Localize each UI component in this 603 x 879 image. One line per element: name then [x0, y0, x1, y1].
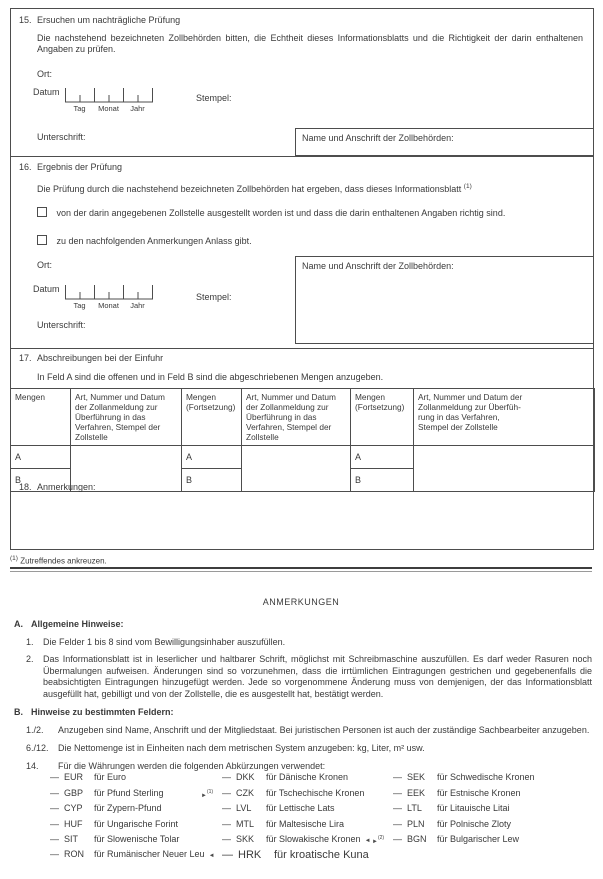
tag-label: Tag: [73, 301, 86, 310]
currency-item: — MTL für Maltesische Lira: [222, 819, 345, 829]
column-header-mengen-fortsetzung: Mengen (Fortsetzung): [351, 389, 414, 446]
ort-label: Ort:: [37, 69, 52, 79]
section-title: Ergebnis der Prüfung: [37, 162, 123, 172]
insertion-start-marker-icon: ►$^{(2)}$: [372, 835, 385, 845]
checkbox-label: von der darin angegebenen Zollstelle ausgestellt worden ist und dass die darin enthaltenen Angaben richtig sind.: [56, 208, 506, 218]
currency-item: — SIT für Slowenische Tolar: [50, 834, 180, 844]
currency-item: — HRK für kroatische Kuna: [222, 849, 369, 861]
unterschrift-label: Unterschrift:: [37, 132, 86, 142]
anmerkungen-heading: ANMERKUNGEN: [262, 597, 340, 607]
currency-item: — DKK für Dänische Kronen: [222, 772, 349, 782]
row-label-b: B: [351, 469, 414, 492]
form-footnote: $^{(1)}$ Zutreffendes ankreuzen.: [10, 555, 107, 566]
section-body-text: Die nachstehend bezeichneten Zollbehörden bitten, die Echtheit dieses Informationsblatts und die Richtigkeit der darin enthaltenen Angaben zu prüfen.: [37, 33, 583, 54]
currency-item: — GBP für Pfund Sterling: [50, 788, 164, 798]
footnote-reference: (1): [463, 183, 472, 190]
item-number: 14.: [26, 761, 39, 771]
anmerkungen-input-area[interactable]: [11, 498, 593, 549]
currency-row: [0, 788, 603, 802]
currency-item: — PLN für Polnische Zloty: [393, 819, 512, 829]
datum-label: Datum: [33, 87, 60, 97]
currency-item: — RON für Rumänischer Neuer Leu ◄: [50, 849, 215, 859]
currency-row: [0, 819, 603, 833]
monat-label: Monat: [98, 301, 119, 310]
currency-row: [0, 834, 603, 848]
note-text: Anzugeben sind Name, Anschrift und der Mitgliedstaat. Bei juristischen Personen ist auch der zuständige Sachbearbeiter anzugeben.: [58, 725, 590, 735]
column-header-zollanmeldung: Art, Nummer und Datum der Zollanmeldung zur Überführung in das Verfahren, Stempel der Zollstelle: [414, 389, 595, 446]
item-number: 2.: [26, 654, 34, 664]
section-a-title: Allgemeine Hinweise:: [31, 619, 124, 629]
date-input-area[interactable]: [33, 87, 153, 114]
item-number: 6./12.: [26, 743, 49, 753]
name-anschrift-label: Name und Anschrift der Zollbehörden:: [302, 261, 454, 271]
footnote-reference: (1): [10, 555, 18, 562]
insertion-end-marker-icon: ◄: [364, 838, 371, 844]
section-15-nachtraegliche-pruefung: [11, 9, 593, 157]
checkbox-label: zu den nachfolgenden Anmerkungen Anlass gibt.: [56, 236, 252, 246]
section-a-letter: A.: [14, 619, 23, 629]
currency-row: [0, 772, 603, 786]
currency-item: ►$^{(1)}$ — CZK für Tschechische Kronen: [201, 788, 365, 799]
section-16-ergebnis-der-pruefung: [11, 156, 593, 349]
option-row: [37, 207, 583, 218]
currency-item: — CYP für Zypern-Pfund: [50, 803, 162, 813]
note-text: Für die Währungen werden die folgenden Abkürzungen verwendet:: [58, 761, 326, 771]
section-number: 15.: [19, 15, 32, 25]
tag-label: Tag: [73, 104, 86, 113]
section-body-text: In Feld A sind die offenen und in Feld B sind die abgeschriebenen Mengen anzugeben.: [37, 372, 384, 382]
insertion-end-marker-icon: ◄: [208, 853, 215, 859]
note-text: Die Nettomenge ist in Einheiten nach dem metrischen System anzugeben: kg, Liter, m² usw.: [58, 743, 425, 753]
unterschrift-label: Unterschrift:: [37, 320, 86, 330]
ort-label: Ort:: [37, 260, 52, 270]
jahr-label: Jahr: [130, 104, 145, 113]
section-number: 16.: [19, 162, 32, 172]
currency-row: [0, 803, 603, 817]
name-anschrift-box[interactable]: [295, 256, 593, 344]
currency-item: — EEK für Estnische Kronen: [393, 788, 521, 798]
column-header-mengen: Mengen: [11, 389, 71, 446]
currency-row: [0, 849, 603, 863]
date-input-area[interactable]: [33, 284, 153, 311]
note-text: Das Informationsblatt ist in leserlicher und haltbarer Schrift, möglichst mit Schreibmaschine auszufüllen. Es darf weder Rasuren noch Übermalungen aufweisen. Änderungen sind so vorzunehmen, dass die irrtümlichen Eintragungen gestrichen und gegebenenfalls die beabsichtigten Eintragungen hinzugefügt werden. Jede so vorgenommene Änderung muss von demjenigen, der das Informationsblatt ausgefüllt hat, gebilligt und von der Zollstelle, die es ausgestellt hat, bestätigt werden.: [43, 654, 592, 699]
section-number: 17.: [19, 353, 32, 363]
section-title: Anmerkungen:: [37, 482, 96, 492]
date-field-ticks[interactable]: [65, 284, 153, 311]
row-label-a: A: [351, 446, 414, 469]
item-number: 1.: [26, 637, 34, 647]
stempel-label: Stempel:: [196, 93, 232, 103]
monat-label: Monat: [98, 104, 119, 113]
name-anschrift-box[interactable]: [295, 128, 593, 156]
customs-form-border: [10, 8, 594, 550]
column-header-mengen-fortsetzung: Mengen (Fortsetzung): [182, 389, 242, 446]
stempel-label: Stempel:: [196, 292, 232, 302]
note-text: Die Felder 1 bis 8 sind vom Bewilligungsinhaber auszufüllen.: [43, 637, 286, 647]
checkbox-zollstelle-richtig[interactable]: [37, 207, 47, 217]
row-label-a: A: [11, 446, 71, 469]
jahr-label: Jahr: [130, 301, 145, 310]
section-number: 18.: [19, 482, 32, 492]
currency-item: — LVL für Lettische Lats: [222, 803, 335, 813]
row-label-a: A: [182, 446, 242, 469]
section-18-anmerkungen: [11, 474, 593, 549]
currency-item: — LTL für Litauische Litai: [393, 803, 510, 813]
datum-label: Datum: [33, 284, 60, 294]
column-header-zollanmeldung: Art, Nummer und Datum der Zollanmeldung zur Überführung in das Verfahren, Stempel der Zollstelle: [242, 389, 351, 446]
option-row: [37, 235, 583, 246]
section-title: Ersuchen um nachträgliche Prüfung: [37, 15, 181, 25]
name-anschrift-label: Name und Anschrift der Zollbehörden:: [302, 133, 454, 143]
section-body-text: Die Prüfung durch die nachstehend bezeichneten Zollbehörden hat ergeben, dass dieses Informationsblatt $^{(1)}$: [37, 183, 472, 194]
separator-rule: [10, 567, 592, 572]
date-ticks-icon: [65, 87, 153, 103]
checkbox-anmerkungen-anlass[interactable]: [37, 235, 47, 245]
section-b-letter: B.: [14, 707, 23, 717]
currency-item: ►$^{(2)}$ — BGN für Bulgarischer Lew: [372, 834, 520, 845]
section-17-abschreibungen: [11, 348, 593, 485]
row-label-b: B: [11, 469, 71, 492]
section-b-title: Hinweise zu bestimmten Feldern:: [31, 707, 174, 717]
section-title: Abschreibungen bei der Einfuhr: [37, 353, 164, 363]
row-label-b: B: [182, 469, 242, 492]
column-header-zollanmeldung: Art, Nummer und Datum der Zollanmeldung zur Überführung in das Verfahren, Stempel der Zollstelle: [71, 389, 182, 446]
date-field-ticks[interactable]: [65, 87, 153, 114]
currency-item: — SEK für Schwedische Kronen: [393, 772, 535, 782]
date-ticks-icon: [65, 284, 153, 300]
currency-item: — EUR für Euro: [50, 772, 127, 782]
currency-item: — HUF für Ungarische Forint: [50, 819, 179, 829]
item-number: 1./2.: [26, 725, 44, 735]
insertion-start-marker-icon: ►$^{(1)}$: [201, 789, 214, 799]
currency-item: — SKK für Slowakische Kronen ◄: [222, 834, 371, 844]
